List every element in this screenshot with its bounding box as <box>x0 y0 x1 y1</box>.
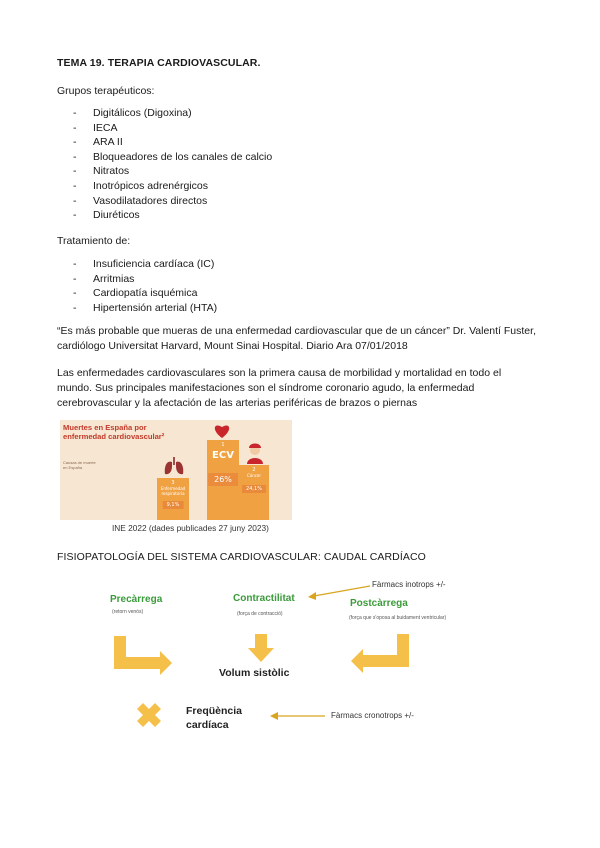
preload-note: (retorn venós) <box>112 609 144 615</box>
list-item: - Inotrópicos adrenérgicos <box>57 179 272 194</box>
heart-icon <box>213 423 231 439</box>
podium-second: 2 Cáncer 24,1% <box>239 465 269 520</box>
lungs-icon <box>163 456 185 476</box>
preload-label: Precàrrega <box>110 594 163 605</box>
list-item: - Vasodilatadores directos <box>57 194 272 209</box>
list-item: - IECA <box>57 121 272 136</box>
person-icon <box>245 442 265 464</box>
multiply-icon <box>137 703 161 727</box>
list-item: - Nitratos <box>57 164 272 179</box>
list-item: - Diuréticos <box>57 208 272 223</box>
heart-rate-label: Freqüència cardíaca <box>186 705 243 731</box>
list-item: - Hipertensión arterial (HTA) <box>57 301 217 316</box>
list-item: - Insuficiencia cardíaca (IC) <box>57 257 217 272</box>
body-paragraph: Las enfermedades cardiovasculares son la primera causa de morbilidad y mortalidad en todo el mundo. Sus principales manifestaciones son el síndrome coronario agudo, la enfermedad cerebrovascular y la afectación de las arterias periféricas de brazos o piernas <box>57 367 502 409</box>
list-item: - Bloqueadores de los canales de calcio <box>57 150 272 165</box>
inotrops-arrowhead <box>308 592 316 600</box>
page-title: TEMA 19. TERAPIA CARDIOVASCULAR. <box>57 57 261 69</box>
treatment-heading: Tratamiento de: <box>57 235 131 247</box>
list-item: - Cardiopatía isquémica <box>57 286 217 301</box>
contractility-note: (força de contracció) <box>237 611 283 617</box>
treatments-list <box>57 257 217 315</box>
contractility-label: Contractilitat <box>233 593 295 604</box>
list-item: - Arritmias <box>57 272 217 287</box>
podium-third: 3 Enfermedad respiratoria 9,1% <box>157 478 189 520</box>
list-item: - Digitálicos (Digoxina) <box>57 106 272 121</box>
groups-list <box>57 106 272 223</box>
postload-arrow <box>351 634 409 673</box>
stroke-volume-label: Volum sistòlic <box>219 667 290 679</box>
list-item: - ARA II <box>57 135 272 150</box>
infographic-title: Muertes en España por enfermedad cardiovascular² <box>63 423 165 441</box>
infographic-subtitle: Causas de muerte en España <box>63 460 96 470</box>
infographic-caption: INE 2022 (dades publicades 27 juny 2023) <box>112 523 269 533</box>
postload-note: (força que s'oposa al buidament ventricular) <box>349 615 447 621</box>
deaths-infographic <box>60 420 292 520</box>
postload-label: Postcàrrega <box>350 598 408 609</box>
section-heading: FISIOPATOLOGÍA DEL SISTEMA CARDIOVASCULAR: CAUDAL CARDÍACO <box>57 551 426 563</box>
contractility-arrow <box>248 634 274 662</box>
cardiac-output-diagram <box>0 570 600 750</box>
quote-paragraph: “Es más probable que mueras de una enfermedad cardiovascular que de un cáncer” Dr. Valentí Fuster, cardiólogo Universitat Harvard, Mount Sinai Hospital. Diario Ara 07/01/2018 <box>57 325 536 352</box>
podium-first: 1 ECV 26% <box>207 440 239 520</box>
inotrops-label: Fàrmacs inotrops +/- <box>372 580 446 589</box>
preload-arrow <box>114 636 172 675</box>
cronotrops-arrowhead <box>270 712 278 720</box>
inotrops-arrow <box>314 586 370 596</box>
groups-heading: Grupos terapéuticos: <box>57 85 155 97</box>
cronotrops-label: Fàrmacs cronotrops +/- <box>331 711 414 720</box>
